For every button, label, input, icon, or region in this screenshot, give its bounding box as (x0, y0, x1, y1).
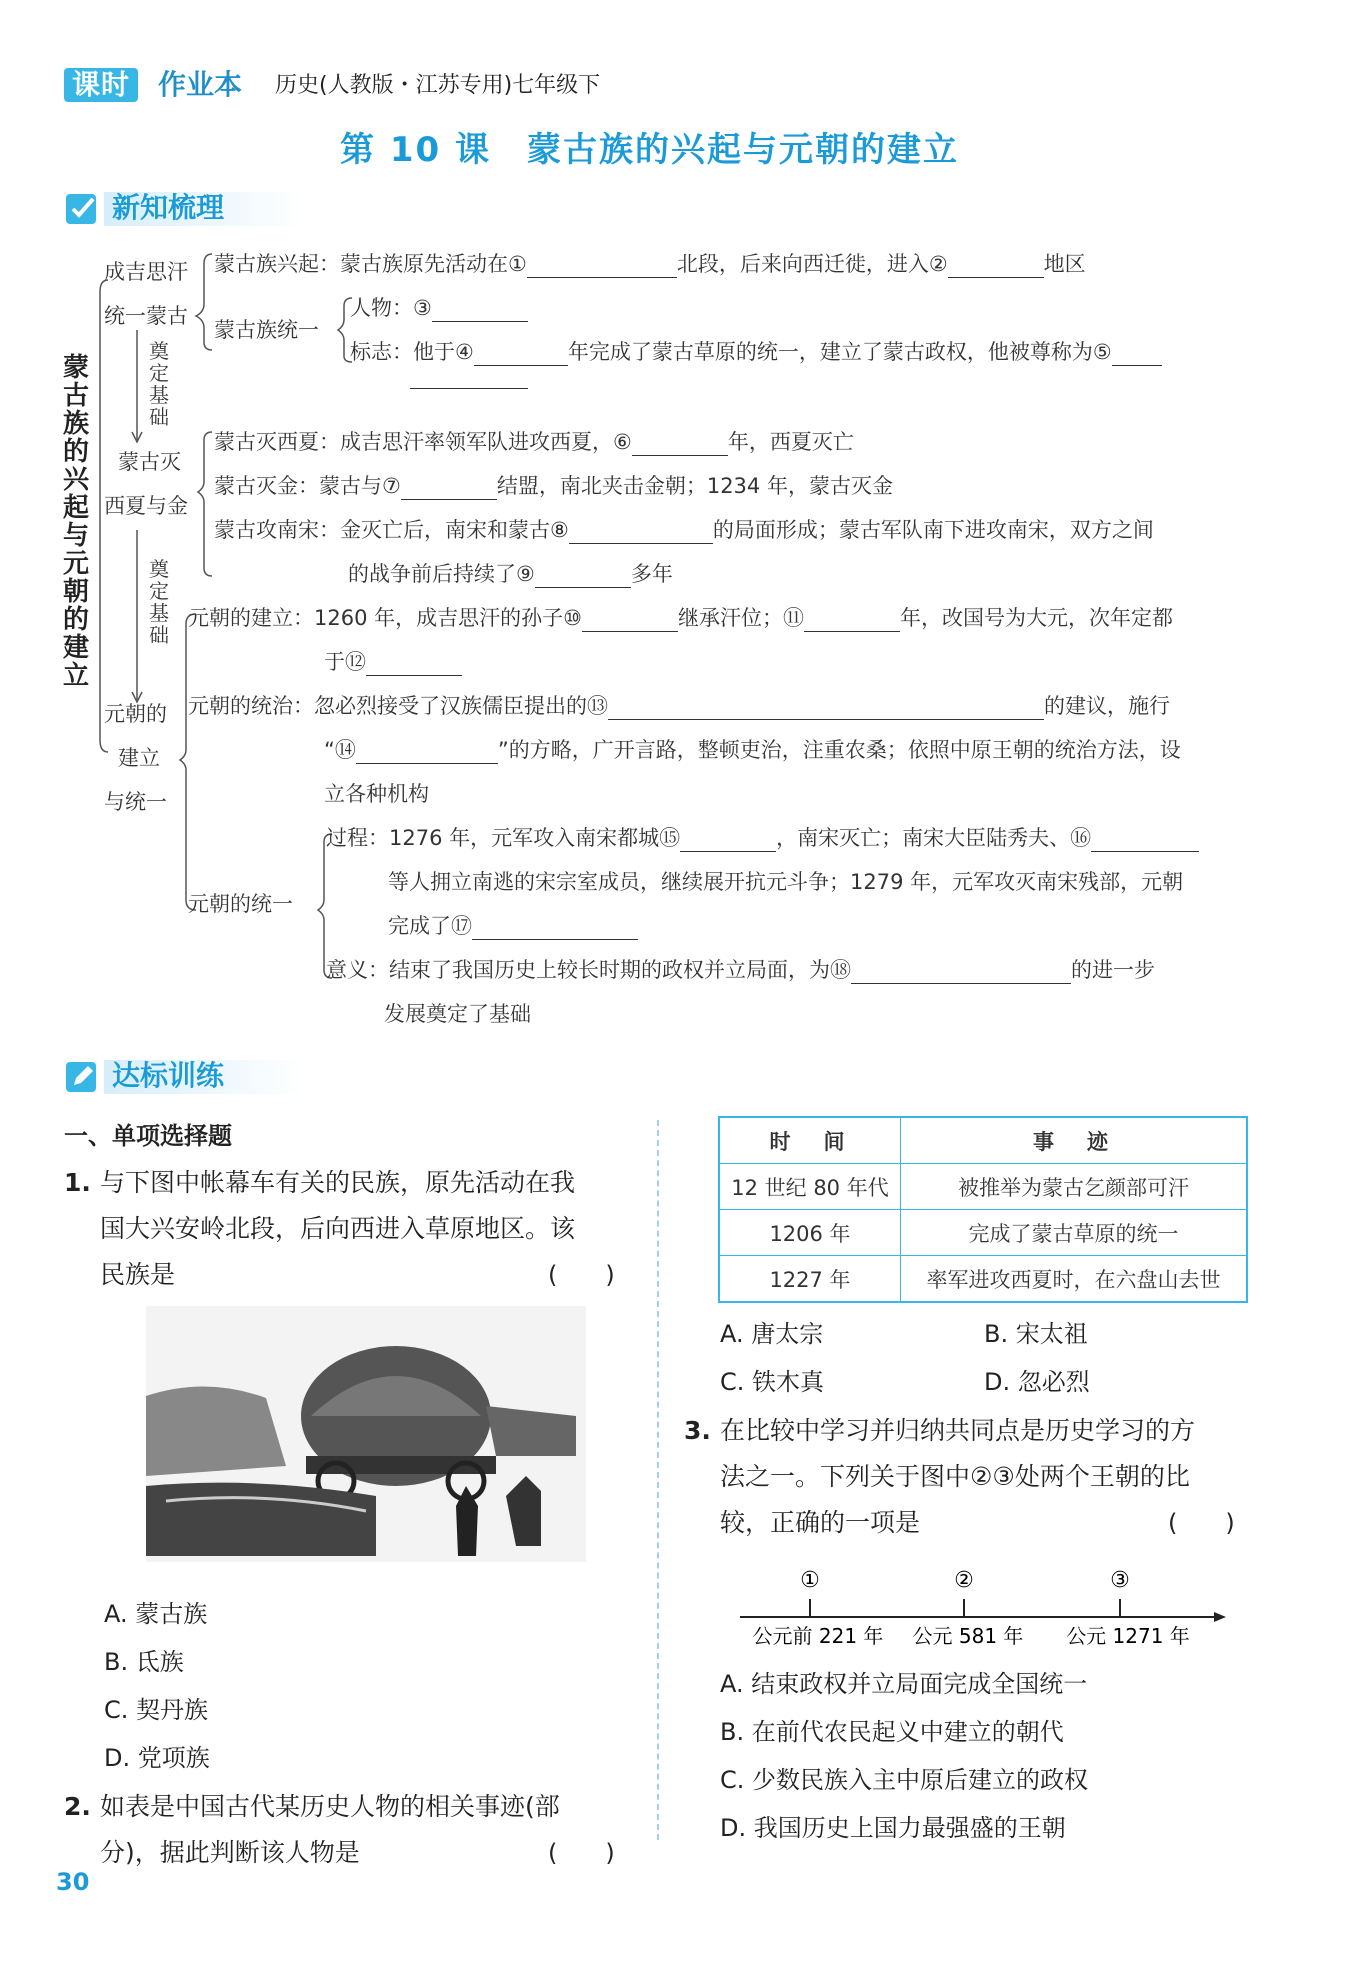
question-text: 国大兴安岭北段，后向西进入草原地区。该 (100, 1214, 576, 1243)
group2-label-2: 西夏与金 (104, 494, 188, 518)
section-title: 新知梳理 (112, 191, 225, 224)
brand-logo: 课时 (64, 68, 138, 102)
table-cell: 率军进攻西夏时，在六盘山去世 (901, 1256, 1248, 1303)
option-d[interactable]: D. 忽必烈 (984, 1368, 1090, 1396)
lesson-title: 第 10 课 蒙古族的兴起与元朝的建立 (340, 130, 959, 170)
outline-line: 人物：③ (350, 294, 528, 322)
foundation-label-2: 奠定基础 (149, 557, 169, 647)
outline-line: 立各种机构 (324, 782, 429, 806)
question-number: 2. (64, 1792, 91, 1821)
group1-label-2: 统一蒙古 (104, 304, 188, 328)
table-header: 事 迹 (901, 1117, 1248, 1164)
outline-line: 标志：他于④ 年完成了蒙古草原的统一，建立了蒙古政权，他被尊称为⑤ (350, 338, 1162, 366)
outline-line: 元朝的统治：忽必烈接受了汉族儒臣提出的⑬ 的建议，施行 (188, 694, 1170, 718)
option-d[interactable]: D. 我国历史上国力最强盛的王朝 (720, 1814, 1066, 1842)
events-table (718, 1116, 1248, 1303)
table-cell: 1206 年 (719, 1210, 901, 1256)
option-c[interactable]: C. 少数民族入主中原后建立的政权 (720, 1766, 1089, 1794)
group2-label-1: 蒙古灭 (118, 450, 181, 474)
question-text: 与下图中帐幕车有关的民族，原先活动在我 (100, 1168, 576, 1197)
option-c[interactable]: C. 契丹族 (104, 1696, 209, 1724)
outline-line: 蒙古族兴起：蒙古族原先活动在① 北段，后来向西迁徙，进入② 地区 (214, 252, 1086, 276)
timeline-label: 公元前 221 年 (752, 1624, 884, 1645)
question-number: 3. (684, 1416, 711, 1445)
timeline-label: 公元 581 年 (912, 1624, 1024, 1645)
table-header: 时 间 (719, 1117, 901, 1164)
timeline-mark: ③ (1110, 1568, 1130, 1593)
section-title: 达标训练 (112, 1059, 225, 1092)
option-c[interactable]: C. 铁木真 (720, 1368, 825, 1396)
answer-bracket[interactable]: ( ) (548, 1839, 615, 1867)
group1-label-1: 成吉思汗 (104, 260, 188, 284)
table-header-row (719, 1117, 1247, 1164)
outline-line: 元朝的建立：1260 年，成吉思汗的孙子⑩ 继承汗位；⑪ 年，改国号为大元，次年定都 (188, 606, 1173, 630)
table-row (719, 1256, 1247, 1303)
table-cell: 完成了蒙古草原的统一 (901, 1210, 1248, 1256)
section-training-header (64, 1056, 344, 1096)
option-b[interactable]: B. 宋太祖 (984, 1320, 1088, 1348)
group3-label-3: 与统一 (104, 790, 167, 814)
outline-line: 的战争前后持续了⑨ 多年 (348, 562, 673, 586)
table-row (719, 1164, 1247, 1210)
question-text: 较，正确的一项是 (720, 1508, 921, 1537)
question-text: 如表是中国古代某历史人物的相关事迹(部 (100, 1792, 560, 1821)
outline-main-title: 蒙古族的兴起与元朝的建立 (62, 353, 89, 691)
outline-line: 于⑫ (324, 648, 462, 676)
question-text: 法之一。下列关于图中②③处两个王朝的比 (720, 1462, 1190, 1491)
question-text: 分)，据此判断该人物是 (100, 1838, 360, 1867)
foundation-label-1: 奠定基础 (149, 339, 169, 429)
table-cell: 被推举为蒙古乞颜部可汗 (901, 1164, 1248, 1210)
page-number: 30 (56, 1868, 90, 1896)
outline-line: 等人拥立南逃的宋宗室成员，继续展开抗元斗争；1279 年，元军攻灭南宋残部，元朝 (388, 870, 1184, 894)
group3-label-2: 建立 (118, 746, 160, 770)
outline-line: 发展奠定了基础 (384, 1002, 531, 1026)
brand-name: 作业本 (158, 68, 243, 101)
answer-bracket[interactable]: ( ) (548, 1261, 615, 1289)
outline-line: 蒙古攻南宋：金灭亡后，南宋和蒙古⑧ 的局面形成；蒙古军队南下进攻南宋，双方之间 (214, 518, 1154, 542)
answer-bracket[interactable]: ( ) (1168, 1509, 1235, 1537)
timeline (736, 1555, 1236, 1645)
timeline-arrow (1214, 1612, 1226, 1622)
group3-label-1: 元朝的 (104, 702, 167, 726)
outline-line: 意义：结束了我国历史上较长时期的政权并立局面，为⑱ 的进一步 (326, 958, 1155, 982)
question-number: 1. (64, 1168, 91, 1197)
table-cell: 12 世纪 80 年代 (719, 1164, 901, 1210)
option-a[interactable]: A. 唐太宗 (720, 1320, 824, 1348)
outline-line: 蒙古灭西夏：成吉思汗率领军队进攻西夏，⑥ 年，西夏灭亡 (214, 430, 854, 454)
option-b[interactable]: B. 氐族 (104, 1648, 184, 1676)
outline-line: “⑭ ”的方略，广开言路，整顿吏治，注重农桑；依照中原王朝的统治方法，设 (324, 738, 1181, 762)
outline-line: 过程：1276 年，元军攻入南宋都城⑮ ，南宋灭亡；南宋大臣陆秀夫、⑯ (326, 824, 1199, 852)
outline-line: 元朝的统一 (188, 892, 293, 916)
outline-line: 完成了⑰ (388, 912, 638, 940)
subject-line: 历史(人教版・江苏专用)七年级下 (275, 73, 601, 98)
pencil-box-icon (64, 1058, 100, 1094)
option-b[interactable]: B. 在前代农民起义中建立的朝代 (720, 1718, 1064, 1746)
answer-blank (410, 388, 528, 389)
option-a[interactable]: A. 蒙古族 (104, 1600, 208, 1628)
outline-line: 蒙古族统一 (214, 318, 319, 342)
timeline-mark: ② (954, 1568, 974, 1593)
option-d[interactable]: D. 党项族 (104, 1744, 210, 1772)
table-row (719, 1210, 1247, 1256)
yurt-cart-illustration (146, 1306, 586, 1562)
part-title: 一、单项选择题 (64, 1122, 232, 1150)
question-text: 在比较中学习并归纳共同点是历史学习的方 (720, 1416, 1196, 1445)
outline-line: 蒙古灭金：蒙古与⑦ 结盟，南北夹击金朝；1234 年，蒙古灭金 (214, 474, 893, 498)
table-cell: 1227 年 (719, 1256, 901, 1303)
option-a[interactable]: A. 结束政权并立局面完成全国统一 (720, 1670, 1088, 1698)
question-text: 民族是 (100, 1260, 176, 1289)
timeline-label: 公元 1271 年 (1066, 1624, 1190, 1645)
column-divider (657, 1120, 659, 1840)
timeline-mark: ① (800, 1568, 820, 1593)
